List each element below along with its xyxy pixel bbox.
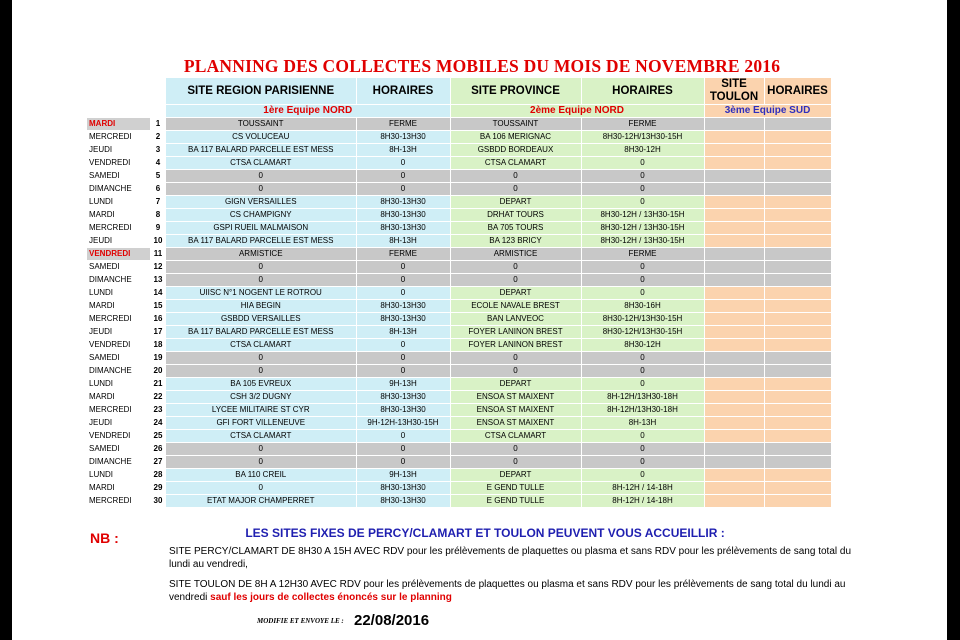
horaires-province-cell: 0 — [581, 261, 704, 274]
horaires-region-cell: 0 — [356, 183, 450, 196]
day-name: DIMANCHE — [87, 183, 150, 196]
table-row — [87, 300, 831, 313]
table-row — [87, 339, 831, 352]
horaires-region-cell: 8H-13H — [356, 326, 450, 339]
day-name: MERCREDI — [87, 404, 150, 417]
site-province-cell: DRHAT TOURS — [450, 209, 581, 222]
header-site-toulon — [704, 78, 764, 105]
horaires-toulon-cell — [764, 365, 831, 378]
horaires-region-cell: 0 — [356, 365, 450, 378]
horaires-toulon-cell — [764, 352, 831, 365]
site-toulon-cell — [704, 339, 764, 352]
horaires-toulon-cell — [764, 313, 831, 326]
team-3-label: 3ème Equipe SUD — [704, 105, 831, 118]
day-number: 9 — [150, 222, 166, 235]
horaires-province-cell: 0 — [581, 183, 704, 196]
site-region-cell: CTSA CLAMART — [166, 430, 356, 443]
note-toulon-text: SITE TOULON DE 8H A 12H30 AVEC RDV pour les prélèvements de plaquettes ou plasma et sans RDV pour les prélèvements de sang total du lundi au vendredi — [169, 579, 846, 603]
site-province-cell: DEPART — [450, 196, 581, 209]
horaires-province-cell: 8H30-12H/13H30-15H — [581, 313, 704, 326]
horaires-province-cell: 0 — [581, 352, 704, 365]
site-region-cell: CS VOLUCEAU — [166, 131, 356, 144]
horaires-toulon-cell — [764, 339, 831, 352]
day-name: DIMANCHE — [87, 365, 150, 378]
horaires-province-cell: 8H-13H — [581, 417, 704, 430]
day-name: VENDREDI — [87, 248, 150, 261]
horaires-province-cell: 0 — [581, 157, 704, 170]
note-percy-clamart: SITE PERCY/CLAMART DE 8H30 A 15H AVEC RDV pour les prélèvements de plaquettes ou plasma et sans RDV pour les prélèvements de sang total du lundi au vendredi, — [169, 546, 852, 570]
site-province-cell: DEPART — [450, 287, 581, 300]
horaires-toulon-cell — [764, 378, 831, 391]
horaires-province-cell: FERME — [581, 118, 704, 131]
day-number: 17 — [150, 326, 166, 339]
horaires-toulon-cell — [764, 443, 831, 456]
horaires-province-cell: 0 — [581, 469, 704, 482]
site-region-cell: BA 117 BALARD PARCELLE EST MESS — [166, 326, 356, 339]
table-row — [87, 196, 831, 209]
day-name: MERCREDI — [87, 313, 150, 326]
horaires-region-cell: 0 — [356, 430, 450, 443]
horaires-province-cell: 0 — [581, 287, 704, 300]
table-row — [87, 456, 831, 469]
site-region-cell: BA 105 EVREUX — [166, 378, 356, 391]
site-region-cell: LYCEE MILITAIRE ST CYR — [166, 404, 356, 417]
site-toulon-cell — [704, 326, 764, 339]
header-site-toulon-text: SITE TOULON — [709, 78, 759, 103]
horaires-province-cell: 8H30-12H / 13H30-15H — [581, 209, 704, 222]
day-name: MERCREDI — [87, 131, 150, 144]
site-province-cell: BA 106 MERIGNAC — [450, 131, 581, 144]
horaires-province-cell: FERME — [581, 248, 704, 261]
table-row — [87, 495, 831, 508]
site-toulon-cell — [704, 157, 764, 170]
day-name: VENDREDI — [87, 430, 150, 443]
site-province-cell: TOUSSAINT — [450, 118, 581, 131]
horaires-region-cell: 8H-13H — [356, 144, 450, 157]
site-toulon-cell — [704, 404, 764, 417]
horaires-region-cell: 0 — [356, 287, 450, 300]
horaires-province-cell: 8H30-12H — [581, 339, 704, 352]
site-province-cell: 0 — [450, 443, 581, 456]
site-region-cell: 0 — [166, 183, 356, 196]
site-province-cell: FOYER LANINON BREST — [450, 339, 581, 352]
site-province-cell: E GEND TULLE — [450, 495, 581, 508]
table-row — [87, 144, 831, 157]
table-row — [87, 261, 831, 274]
header-horaires-1: HORAIRES — [356, 78, 450, 105]
site-region-cell: CS CHAMPIGNY — [166, 209, 356, 222]
site-toulon-cell — [704, 261, 764, 274]
horaires-region-cell: 0 — [356, 170, 450, 183]
modified-date: 22/08/2016 — [354, 612, 430, 629]
table-row — [87, 417, 831, 430]
day-name: LUNDI — [87, 196, 150, 209]
site-toulon-cell — [704, 417, 764, 430]
day-name: MERCREDI — [87, 495, 150, 508]
site-region-cell: HIA BEGIN — [166, 300, 356, 313]
day-number: 22 — [150, 391, 166, 404]
table-row — [87, 326, 831, 339]
site-region-cell: UIISC N°1 NOGENT LE ROTROU — [166, 287, 356, 300]
day-number: 11 — [150, 248, 166, 261]
day-name: JEUDI — [87, 417, 150, 430]
site-toulon-cell — [704, 235, 764, 248]
site-province-cell: DEPART — [450, 378, 581, 391]
table-row — [87, 469, 831, 482]
day-number: 29 — [150, 482, 166, 495]
table-row — [87, 430, 831, 443]
table-row — [87, 313, 831, 326]
day-number: 13 — [150, 274, 166, 287]
site-toulon-cell — [704, 248, 764, 261]
table-row — [87, 209, 831, 222]
horaires-region-cell: 8H30-13H30 — [356, 300, 450, 313]
horaires-province-cell: 8H30-12H — [581, 144, 704, 157]
day-number: 23 — [150, 404, 166, 417]
day-number: 8 — [150, 209, 166, 222]
site-province-cell: CTSA CLAMART — [450, 157, 581, 170]
planning-sheet — [12, 0, 947, 640]
team-1-label: 1ère Equipe NORD — [166, 105, 450, 118]
day-number: 6 — [150, 183, 166, 196]
site-province-cell: ENSOA ST MAIXENT — [450, 391, 581, 404]
horaires-region-cell: 8H30-13H30 — [356, 222, 450, 235]
table-row — [87, 274, 831, 287]
day-name: JEUDI — [87, 144, 150, 157]
planning-table — [87, 78, 832, 508]
site-region-cell: GIGN VERSAILLES — [166, 196, 356, 209]
table-row — [87, 183, 831, 196]
horaires-toulon-cell — [764, 391, 831, 404]
header-site-province: SITE PROVINCE — [450, 78, 581, 105]
site-province-cell: BA 123 BRICY — [450, 235, 581, 248]
site-toulon-cell — [704, 170, 764, 183]
site-region-cell: CTSA CLAMART — [166, 157, 356, 170]
site-toulon-cell — [704, 430, 764, 443]
site-province-cell: 0 — [450, 365, 581, 378]
note-toulon-highlight: sauf les jours de collectes énoncés sur le planning — [207, 592, 452, 603]
site-toulon-cell — [704, 183, 764, 196]
horaires-region-cell: FERME — [356, 248, 450, 261]
horaires-province-cell: 8H30-16H — [581, 300, 704, 313]
site-province-cell: ARMISTICE — [450, 248, 581, 261]
horaires-region-cell: 0 — [356, 157, 450, 170]
site-region-cell: TOUSSAINT — [166, 118, 356, 131]
day-name: SAMEDI — [87, 261, 150, 274]
site-region-cell: 0 — [166, 170, 356, 183]
day-number: 2 — [150, 131, 166, 144]
site-toulon-cell — [704, 196, 764, 209]
horaires-region-cell: FERME — [356, 118, 450, 131]
table-row — [87, 378, 831, 391]
day-name: JEUDI — [87, 235, 150, 248]
horaires-province-cell: 8H30-12H/13H30-15H — [581, 326, 704, 339]
horaires-toulon-cell — [764, 235, 831, 248]
site-province-cell: 0 — [450, 352, 581, 365]
site-region-cell: CSH 3/2 DUGNY — [166, 391, 356, 404]
horaires-toulon-cell — [764, 300, 831, 313]
site-region-cell: GSBDD VERSAILLES — [166, 313, 356, 326]
site-region-cell: ETAT MAJOR CHAMPERRET — [166, 495, 356, 508]
horaires-province-cell: 0 — [581, 170, 704, 183]
note-toulon — [169, 578, 859, 604]
horaires-region-cell: 8H30-13H30 — [356, 313, 450, 326]
horaires-toulon-cell — [764, 274, 831, 287]
horaires-province-cell: 8H30-12H / 13H30-15H — [581, 222, 704, 235]
site-province-cell: 0 — [450, 183, 581, 196]
site-toulon-cell — [704, 144, 764, 157]
site-region-cell: 0 — [166, 365, 356, 378]
site-toulon-cell — [704, 443, 764, 456]
table-row — [87, 482, 831, 495]
day-name: MARDI — [87, 391, 150, 404]
day-number: 1 — [150, 118, 166, 131]
site-province-cell: ENSOA ST MAIXENT — [450, 404, 581, 417]
site-province-cell: 0 — [450, 261, 581, 274]
horaires-region-cell: 8H30-13H30 — [356, 196, 450, 209]
site-province-cell: FOYER LANINON BREST — [450, 326, 581, 339]
site-toulon-cell — [704, 495, 764, 508]
header-row — [87, 78, 831, 105]
table-row — [87, 352, 831, 365]
horaires-toulon-cell — [764, 157, 831, 170]
day-name: MARDI — [87, 209, 150, 222]
day-name: JEUDI — [87, 326, 150, 339]
day-name: MARDI — [87, 118, 150, 131]
header-site-region: SITE REGION PARISIENNE — [166, 78, 356, 105]
site-toulon-cell — [704, 456, 764, 469]
site-toulon-cell — [704, 313, 764, 326]
horaires-toulon-cell — [764, 482, 831, 495]
table-row — [87, 157, 831, 170]
day-name: SAMEDI — [87, 170, 150, 183]
horaires-toulon-cell — [764, 144, 831, 157]
horaires-toulon-cell — [764, 183, 831, 196]
horaires-region-cell: 0 — [356, 339, 450, 352]
site-region-cell: 0 — [166, 443, 356, 456]
horaires-toulon-cell — [764, 456, 831, 469]
horaires-region-cell: 8H30-13H30 — [356, 131, 450, 144]
day-number: 12 — [150, 261, 166, 274]
horaires-region-cell: 8H30-13H30 — [356, 391, 450, 404]
site-region-cell: 0 — [166, 482, 356, 495]
day-number: 25 — [150, 430, 166, 443]
site-region-cell: BA 117 BALARD PARCELLE EST MESS — [166, 144, 356, 157]
site-region-cell: 0 — [166, 352, 356, 365]
site-toulon-cell — [704, 209, 764, 222]
horaires-toulon-cell — [764, 118, 831, 131]
day-number: 18 — [150, 339, 166, 352]
day-number: 15 — [150, 300, 166, 313]
day-number: 5 — [150, 170, 166, 183]
horaires-region-cell: 9H-13H — [356, 378, 450, 391]
table-row — [87, 365, 831, 378]
horaires-region-cell: 0 — [356, 443, 450, 456]
site-toulon-cell — [704, 222, 764, 235]
site-province-cell: DEPART — [450, 469, 581, 482]
day-name: VENDREDI — [87, 157, 150, 170]
site-region-cell: CTSA CLAMART — [166, 339, 356, 352]
site-toulon-cell — [704, 118, 764, 131]
horaires-region-cell: 8H30-13H30 — [356, 495, 450, 508]
day-number: 10 — [150, 235, 166, 248]
site-toulon-cell — [704, 131, 764, 144]
horaires-region-cell: 9H-13H — [356, 469, 450, 482]
table-row — [87, 391, 831, 404]
site-toulon-cell — [704, 274, 764, 287]
site-toulon-cell — [704, 378, 764, 391]
horaires-region-cell: 0 — [356, 456, 450, 469]
horaires-toulon-cell — [764, 222, 831, 235]
nb-label: NB : — [90, 530, 119, 546]
day-name: SAMEDI — [87, 443, 150, 456]
horaires-province-cell: 0 — [581, 430, 704, 443]
horaires-region-cell: 8H30-13H30 — [356, 404, 450, 417]
table-row — [87, 248, 831, 261]
horaires-province-cell: 8H30-12H / 13H30-15H — [581, 235, 704, 248]
site-province-cell: E GEND TULLE — [450, 482, 581, 495]
day-name: SAMEDI — [87, 352, 150, 365]
page-title: PLANNING DES COLLECTES MOBILES DU MOIS DE NOVEMBRE 2016 — [183, 56, 781, 76]
site-province-cell: 0 — [450, 274, 581, 287]
day-name: VENDREDI — [87, 339, 150, 352]
site-region-cell: 0 — [166, 274, 356, 287]
horaires-region-cell: 9H-12H-13H30-15H — [356, 417, 450, 430]
site-province-cell: ECOLE NAVALE BREST — [450, 300, 581, 313]
site-province-cell: 0 — [450, 456, 581, 469]
site-province-cell: ENSOA ST MAIXENT — [450, 417, 581, 430]
day-number: 20 — [150, 365, 166, 378]
horaires-province-cell: 0 — [581, 274, 704, 287]
day-number: 14 — [150, 287, 166, 300]
horaires-toulon-cell — [764, 404, 831, 417]
horaires-toulon-cell — [764, 469, 831, 482]
horaires-toulon-cell — [764, 430, 831, 443]
table-row — [87, 443, 831, 456]
site-province-cell: BAN LANVEOC — [450, 313, 581, 326]
horaires-toulon-cell — [764, 326, 831, 339]
table-row — [87, 118, 831, 131]
site-province-cell: CTSA CLAMART — [450, 430, 581, 443]
site-toulon-cell — [704, 482, 764, 495]
site-region-cell: BA 110 CREIL — [166, 469, 356, 482]
horaires-toulon-cell — [764, 417, 831, 430]
horaires-toulon-cell — [764, 170, 831, 183]
day-name: LUNDI — [87, 378, 150, 391]
horaires-province-cell: 8H-12H/13H30-18H — [581, 391, 704, 404]
table-row — [87, 131, 831, 144]
day-name: MERCREDI — [87, 222, 150, 235]
site-toulon-cell — [704, 365, 764, 378]
team-2-label: 2ème Equipe NORD — [450, 105, 704, 118]
table-row — [87, 170, 831, 183]
day-name: DIMANCHE — [87, 274, 150, 287]
day-name: LUNDI — [87, 287, 150, 300]
day-number: 19 — [150, 352, 166, 365]
horaires-province-cell: 8H-12H / 14-18H — [581, 482, 704, 495]
site-region-cell: GFI FORT VILLENEUVE — [166, 417, 356, 430]
horaires-toulon-cell — [764, 131, 831, 144]
modified-label: MODIFIE ET ENVOYE LE : — [257, 617, 344, 625]
site-toulon-cell — [704, 391, 764, 404]
table-row — [87, 404, 831, 417]
site-toulon-cell — [704, 287, 764, 300]
day-name: MARDI — [87, 482, 150, 495]
horaires-province-cell: 8H-12H / 14-18H — [581, 495, 704, 508]
horaires-province-cell: 8H-12H/13H30-18H — [581, 404, 704, 417]
horaires-toulon-cell — [764, 248, 831, 261]
horaires-region-cell: 8H30-13H30 — [356, 209, 450, 222]
site-region-cell: 0 — [166, 261, 356, 274]
day-name: DIMANCHE — [87, 456, 150, 469]
day-number: 27 — [150, 456, 166, 469]
site-region-cell: GSPI RUEIL MALMAISON — [166, 222, 356, 235]
day-number: 7 — [150, 196, 166, 209]
horaires-province-cell: 8H30-12H/13H30-15H — [581, 131, 704, 144]
site-region-cell: 0 — [166, 456, 356, 469]
header-horaires-3: HORAIRES — [764, 78, 831, 105]
team-row — [87, 105, 831, 118]
header-horaires-2: HORAIRES — [581, 78, 704, 105]
table-row — [87, 287, 831, 300]
site-region-cell: ARMISTICE — [166, 248, 356, 261]
site-region-cell: BA 117 BALARD PARCELLE EST MESS — [166, 235, 356, 248]
horaires-toulon-cell — [764, 261, 831, 274]
day-name: LUNDI — [87, 469, 150, 482]
site-province-cell: GSBDD BORDEAUX — [450, 144, 581, 157]
horaires-toulon-cell — [764, 209, 831, 222]
notes-heading: LES SITES FIXES DE PERCY/CLAMART ET TOULON PEUVENT VOUS ACCUEILLIR : — [245, 526, 725, 540]
horaires-toulon-cell — [764, 495, 831, 508]
horaires-toulon-cell — [764, 196, 831, 209]
day-number: 16 — [150, 313, 166, 326]
day-number: 28 — [150, 469, 166, 482]
horaires-region-cell: 0 — [356, 274, 450, 287]
site-province-cell: BA 705 TOURS — [450, 222, 581, 235]
site-province-cell: 0 — [450, 170, 581, 183]
horaires-province-cell: 0 — [581, 196, 704, 209]
horaires-province-cell: 0 — [581, 365, 704, 378]
table-row — [87, 222, 831, 235]
day-number: 4 — [150, 157, 166, 170]
day-number: 30 — [150, 495, 166, 508]
horaires-region-cell: 8H30-13H30 — [356, 482, 450, 495]
horaires-province-cell: 0 — [581, 378, 704, 391]
site-toulon-cell — [704, 352, 764, 365]
day-number: 24 — [150, 417, 166, 430]
horaires-province-cell: 0 — [581, 443, 704, 456]
site-toulon-cell — [704, 469, 764, 482]
horaires-region-cell: 0 — [356, 261, 450, 274]
day-number: 21 — [150, 378, 166, 391]
horaires-toulon-cell — [764, 287, 831, 300]
horaires-region-cell: 8H-13H — [356, 235, 450, 248]
day-number: 26 — [150, 443, 166, 456]
site-toulon-cell — [704, 300, 764, 313]
horaires-province-cell: 0 — [581, 456, 704, 469]
day-number: 3 — [150, 144, 166, 157]
day-name: MARDI — [87, 300, 150, 313]
horaires-region-cell: 0 — [356, 352, 450, 365]
table-row — [87, 235, 831, 248]
